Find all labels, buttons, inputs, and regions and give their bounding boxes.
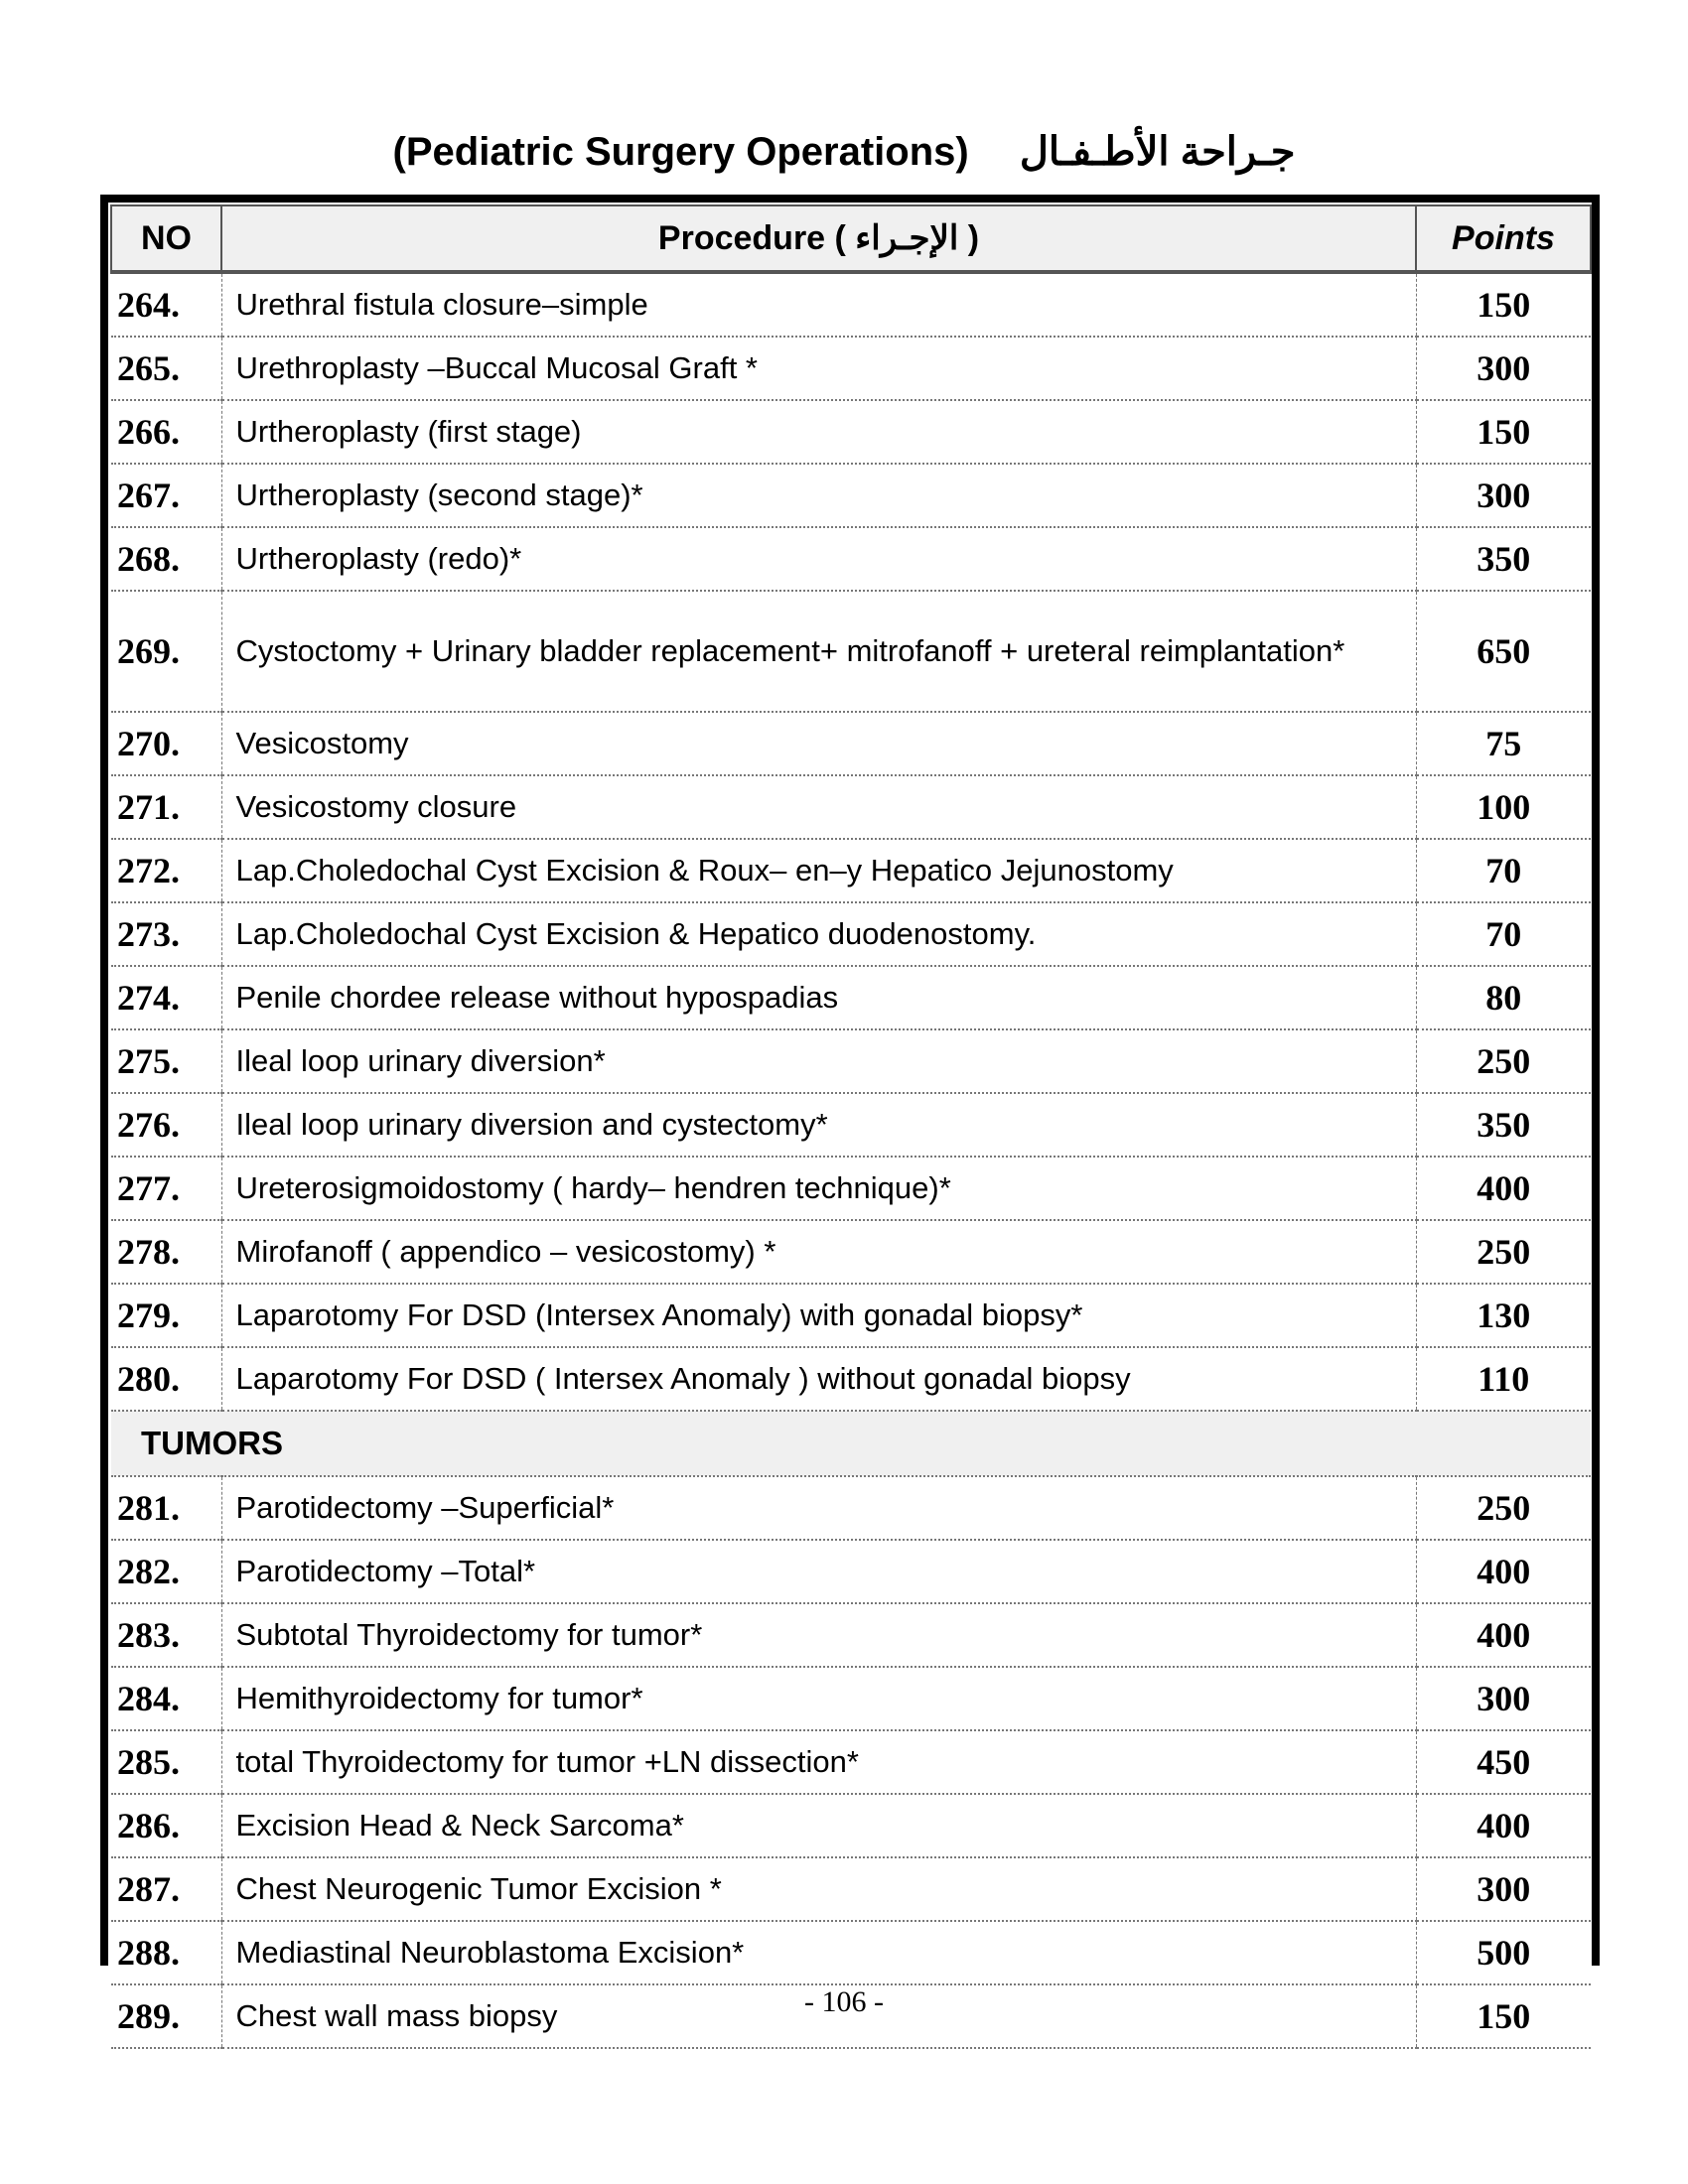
row-points: 350 [1416, 1093, 1591, 1157]
row-number: 266. [111, 400, 221, 464]
table-row [111, 1476, 1591, 1540]
row-number: 285. [111, 1730, 221, 1794]
row-number: 275. [111, 1029, 221, 1093]
row-number: 277. [111, 1157, 221, 1220]
row-points: 300 [1416, 1667, 1591, 1730]
header-no: NO [111, 205, 221, 272]
procedures-table [110, 205, 1592, 2049]
row-points: 400 [1416, 1603, 1591, 1667]
row-procedure: Urethroplasty –Buccal Mucosal Graft * [221, 337, 1416, 400]
row-points: 450 [1416, 1730, 1591, 1794]
row-procedure: Excision Head & Neck Sarcoma* [221, 1794, 1416, 1857]
row-procedure: Ileal loop urinary diversion* [221, 1029, 1416, 1093]
row-points: 80 [1416, 966, 1591, 1029]
title-english: (Pediatric Surgery Operations) [392, 130, 969, 174]
section-label: TUMORS [111, 1411, 1591, 1476]
row-procedure: Hemithyroidectomy for tumor* [221, 1667, 1416, 1730]
table-row [111, 1347, 1591, 1411]
row-procedure: Ileal loop urinary diversion and cystectomy* [221, 1093, 1416, 1157]
row-number: 278. [111, 1220, 221, 1284]
row-procedure: Urtheroplasty (first stage) [221, 400, 1416, 464]
row-number: 276. [111, 1093, 221, 1157]
table-row [111, 966, 1591, 1029]
row-points: 130 [1416, 1284, 1591, 1347]
table-row [111, 1730, 1591, 1794]
table-row [111, 337, 1591, 400]
row-procedure: Laparotomy For DSD (Intersex Anomaly) with gonadal biopsy* [221, 1284, 1416, 1347]
row-number: 281. [111, 1476, 221, 1540]
header-points: Points [1416, 205, 1591, 272]
row-points: 500 [1416, 1921, 1591, 1984]
table-row [111, 591, 1591, 712]
row-procedure: Vesicostomy [221, 712, 1416, 775]
row-procedure: Ureterosigmoidostomy ( hardy– hendren technique)* [221, 1157, 1416, 1220]
row-procedure: Mediastinal Neuroblastoma Excision* [221, 1921, 1416, 1984]
table-row [111, 400, 1591, 464]
row-procedure: Subtotal Thyroidectomy for tumor* [221, 1603, 1416, 1667]
page-title [0, 129, 1688, 175]
row-number: 265. [111, 337, 221, 400]
table-row [111, 1921, 1591, 1984]
row-points: 70 [1416, 902, 1591, 966]
table-row [111, 1029, 1591, 1093]
header-procedure: Procedure ( الإجـراء ) [221, 205, 1416, 272]
row-points: 400 [1416, 1794, 1591, 1857]
row-procedure: Urtheroplasty (redo)* [221, 527, 1416, 591]
row-points: 350 [1416, 527, 1591, 591]
row-points: 250 [1416, 1220, 1591, 1284]
section-row-tumors [111, 1411, 1591, 1476]
row-procedure: Urtheroplasty (second stage)* [221, 464, 1416, 527]
row-number: 282. [111, 1540, 221, 1603]
page-number: - 106 - [804, 1985, 884, 2018]
table-row [111, 775, 1591, 839]
table-header [111, 205, 1591, 272]
row-points: 100 [1416, 775, 1591, 839]
row-number: 271. [111, 775, 221, 839]
row-points: 150 [1416, 400, 1591, 464]
row-number: 268. [111, 527, 221, 591]
row-points: 250 [1416, 1476, 1591, 1540]
row-procedure: Penile chordee release without hypospadias [221, 966, 1416, 1029]
row-number: 270. [111, 712, 221, 775]
row-number: 284. [111, 1667, 221, 1730]
table-row [111, 1667, 1591, 1730]
table-row [111, 1220, 1591, 1284]
row-number: 280. [111, 1347, 221, 1411]
row-number: 286. [111, 1794, 221, 1857]
row-procedure: Lap.Choledochal Cyst Excision & Hepatico duodenostomy. [221, 902, 1416, 966]
table-row [111, 839, 1591, 902]
table-row [111, 272, 1591, 337]
row-number: 264. [111, 272, 221, 337]
row-number: 287. [111, 1857, 221, 1921]
row-number: 288. [111, 1921, 221, 1984]
row-points: 650 [1416, 591, 1591, 712]
row-procedure: Cystoctomy + Urinary bladder replacement+ mitrofanoff + ureteral reimplantation* [221, 591, 1416, 712]
row-number: 273. [111, 902, 221, 966]
row-points: 400 [1416, 1157, 1591, 1220]
table-row [111, 1157, 1591, 1220]
row-procedure: Lap.Choledochal Cyst Excision & Roux– en–y Hepatico Jejunostomy [221, 839, 1416, 902]
row-procedure: Parotidectomy –Superficial* [221, 1476, 1416, 1540]
title-arabic: جـراحة الأطـفـال [1019, 130, 1296, 174]
row-number: 272. [111, 839, 221, 902]
table-row [111, 1857, 1591, 1921]
row-number: 289. [111, 1984, 221, 2048]
table-row [111, 902, 1591, 966]
row-points: 300 [1416, 464, 1591, 527]
row-procedure: Mirofanoff ( appendico – vesicostomy) * [221, 1220, 1416, 1284]
row-points: 75 [1416, 712, 1591, 775]
row-points: 300 [1416, 337, 1591, 400]
table-row [111, 1540, 1591, 1603]
row-procedure: Chest Neurogenic Tumor Excision * [221, 1857, 1416, 1921]
table-row [111, 1794, 1591, 1857]
table-row [111, 1603, 1591, 1667]
row-procedure: Laparotomy For DSD ( Intersex Anomaly ) without gonadal biopsy [221, 1347, 1416, 1411]
row-procedure: Chest wall mass biopsy [221, 1984, 1416, 2048]
row-number: 267. [111, 464, 221, 527]
row-number: 279. [111, 1284, 221, 1347]
row-points: 110 [1416, 1347, 1591, 1411]
row-points: 70 [1416, 839, 1591, 902]
table-row [111, 527, 1591, 591]
table-row [111, 464, 1591, 527]
row-procedure: Parotidectomy –Total* [221, 1540, 1416, 1603]
table-row [111, 712, 1591, 775]
row-number: 269. [111, 591, 221, 712]
table-row [111, 1284, 1591, 1347]
row-points: 300 [1416, 1857, 1591, 1921]
row-procedure: Vesicostomy closure [221, 775, 1416, 839]
row-procedure: total Thyroidectomy for tumor +LN dissection* [221, 1730, 1416, 1794]
row-number: 274. [111, 966, 221, 1029]
row-number: 283. [111, 1603, 221, 1667]
row-points: 150 [1416, 272, 1591, 337]
row-procedure: Urethral fistula closure–simple [221, 272, 1416, 337]
table-row [111, 1093, 1591, 1157]
row-points: 400 [1416, 1540, 1591, 1603]
row-points: 150 [1416, 1984, 1591, 2048]
row-points: 250 [1416, 1029, 1591, 1093]
